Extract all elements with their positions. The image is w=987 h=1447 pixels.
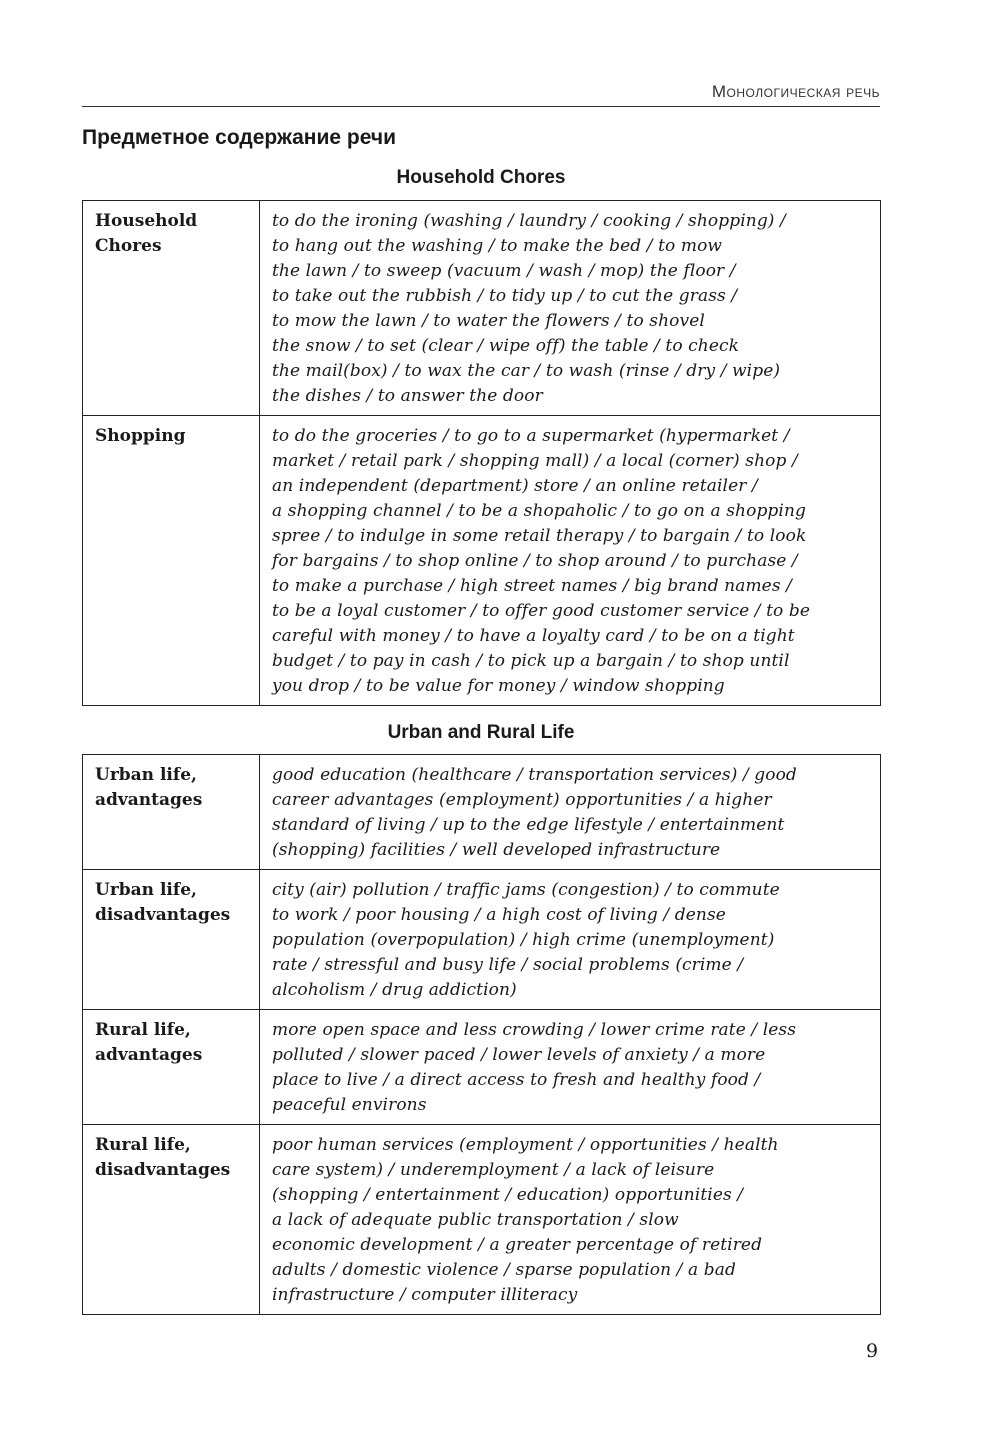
term-cell	[83, 1125, 260, 1315]
phrase-line: place to live / a direct access to fresh and healthy food /	[272, 1070, 761, 1090]
phrases-cell	[260, 416, 881, 706]
term-cell	[83, 755, 260, 870]
table-row	[83, 870, 881, 1010]
phrase-line: care system) / underemployment / a lack of leisure	[272, 1160, 715, 1180]
phrases-cell	[260, 1010, 881, 1125]
phrase-line: careful with money / to have a loyalty card / to be on a tight	[272, 626, 795, 646]
phrase-line: the mail(box) / to wax the car / to wash (rinse / dry / wipe)	[272, 361, 781, 381]
term-line: advantages	[95, 1045, 203, 1065]
table-row	[83, 1125, 881, 1315]
phrase-line: population (overpopulation) / high crime (unemployment)	[272, 930, 775, 950]
phrase-line: city (air) pollution / traffic jams (congestion) / to commute	[272, 880, 780, 900]
phrase-line: (shopping / entertainment / education) opportunities /	[272, 1185, 744, 1205]
table-caption-household-chores: Household Chores	[396, 167, 566, 188]
phrase-line: good education (healthcare / transportation services) / good	[272, 765, 797, 785]
table-caption-urban-rural: Urban and Rural Life	[387, 722, 575, 743]
phrase-line: career advantages (employment) opportunities / a higher	[272, 790, 772, 810]
phrase-line: an independent (department) store / an online retailer /	[272, 476, 758, 496]
phrases-cell	[260, 201, 881, 416]
phrase-line: (shopping) facilities / well developed infrastructure	[272, 840, 721, 860]
phrases-cell	[260, 870, 881, 1010]
phrases-cell	[260, 755, 881, 870]
term-line: advantages	[95, 790, 203, 810]
running-header-text: Монологическая речь	[711, 82, 880, 101]
urban-rural-table	[82, 754, 881, 1315]
term-line: disadvantages	[95, 1160, 231, 1180]
phrase-line: the lawn / to sweep (vacuum / wash / mop) the floor /	[272, 261, 736, 281]
running-header	[82, 82, 880, 107]
term-line: Shopping	[95, 426, 186, 446]
phrase-line: a shopping channel / to be a shopaholic / to go on a shopping	[272, 501, 806, 521]
phrase-line: to take out the rubbish / to tidy up / to cut the grass /	[272, 286, 738, 306]
table-row	[83, 201, 881, 416]
phrase-line: the dishes / to answer the door	[272, 386, 543, 406]
phrase-line: the snow / to set (clear / wipe off) the table / to check	[272, 336, 740, 356]
term-cell	[83, 870, 260, 1010]
phrase-line: to do the groceries / to go to a supermarket (hypermarket /	[272, 426, 790, 446]
term-line: Urban life,	[95, 765, 197, 785]
phrase-line: to mow the lawn / to water the flowers / to shovel	[272, 311, 705, 331]
phrase-line: more open space and less crowding / lower crime rate / less	[272, 1020, 797, 1040]
term-line: Urban life,	[95, 880, 197, 900]
phrase-line: polluted / slower paced / lower levels of anxiety / a more	[272, 1045, 766, 1065]
term-cell	[83, 416, 260, 706]
phrase-line: budget / to pay in cash / to pick up a bargain / to shop until	[272, 651, 790, 671]
phrase-line: poor human services (employment / opportunities / health	[272, 1135, 779, 1155]
phrase-line: alcoholism / drug addiction)	[272, 980, 517, 1000]
table-row	[83, 1010, 881, 1125]
phrase-line: you drop / to be value for money / window shopping	[272, 676, 725, 696]
phrase-line: economic development / a greater percentage of retired	[272, 1235, 763, 1255]
term-cell	[83, 201, 260, 416]
term-line: Household	[95, 211, 198, 231]
table-row	[83, 416, 881, 706]
section-title: Предметное содержание речи	[82, 126, 396, 149]
phrase-line: standard of living / up to the edge lifestyle / entertainment	[272, 815, 785, 835]
household-chores-table	[82, 200, 881, 706]
term-line: Rural life,	[95, 1135, 191, 1155]
term-line: Chores	[95, 236, 162, 256]
phrase-line: to be a loyal customer / to offer good customer service / to be	[272, 601, 810, 621]
phrase-line: adults / domestic violence / sparse population / a bad	[272, 1260, 736, 1280]
phrase-line: to hang out the washing / to make the bed / to mow	[272, 236, 723, 256]
term-line: disadvantages	[95, 905, 231, 925]
term-line: Rural life,	[95, 1020, 191, 1040]
phrase-line: market / retail park / shopping mall) / a local (corner) shop /	[272, 451, 798, 471]
phrase-line: rate / stressful and busy life / social problems (crime /	[272, 955, 744, 975]
phrases-cell	[260, 1125, 881, 1315]
phrase-line: a lack of adequate public transportation / slow	[272, 1210, 679, 1230]
phrase-line: infrastructure / computer illiteracy	[272, 1285, 578, 1305]
phrase-line: for bargains / to shop online / to shop around / to purchase /	[272, 551, 798, 571]
table-row	[83, 755, 881, 870]
term-cell	[83, 1010, 260, 1125]
page-number: 9	[866, 1340, 879, 1362]
phrase-line: peaceful environs	[272, 1095, 427, 1115]
phrase-line: to do the ironing (washing / laundry / cooking / shopping) /	[272, 211, 786, 231]
phrase-line: spree / to indulge in some retail therapy / to bargain / to look	[272, 526, 807, 546]
phrase-line: to work / poor housing / a high cost of living / dense	[272, 905, 726, 925]
phrase-line: to make a purchase / high street names / big brand names /	[272, 576, 792, 596]
